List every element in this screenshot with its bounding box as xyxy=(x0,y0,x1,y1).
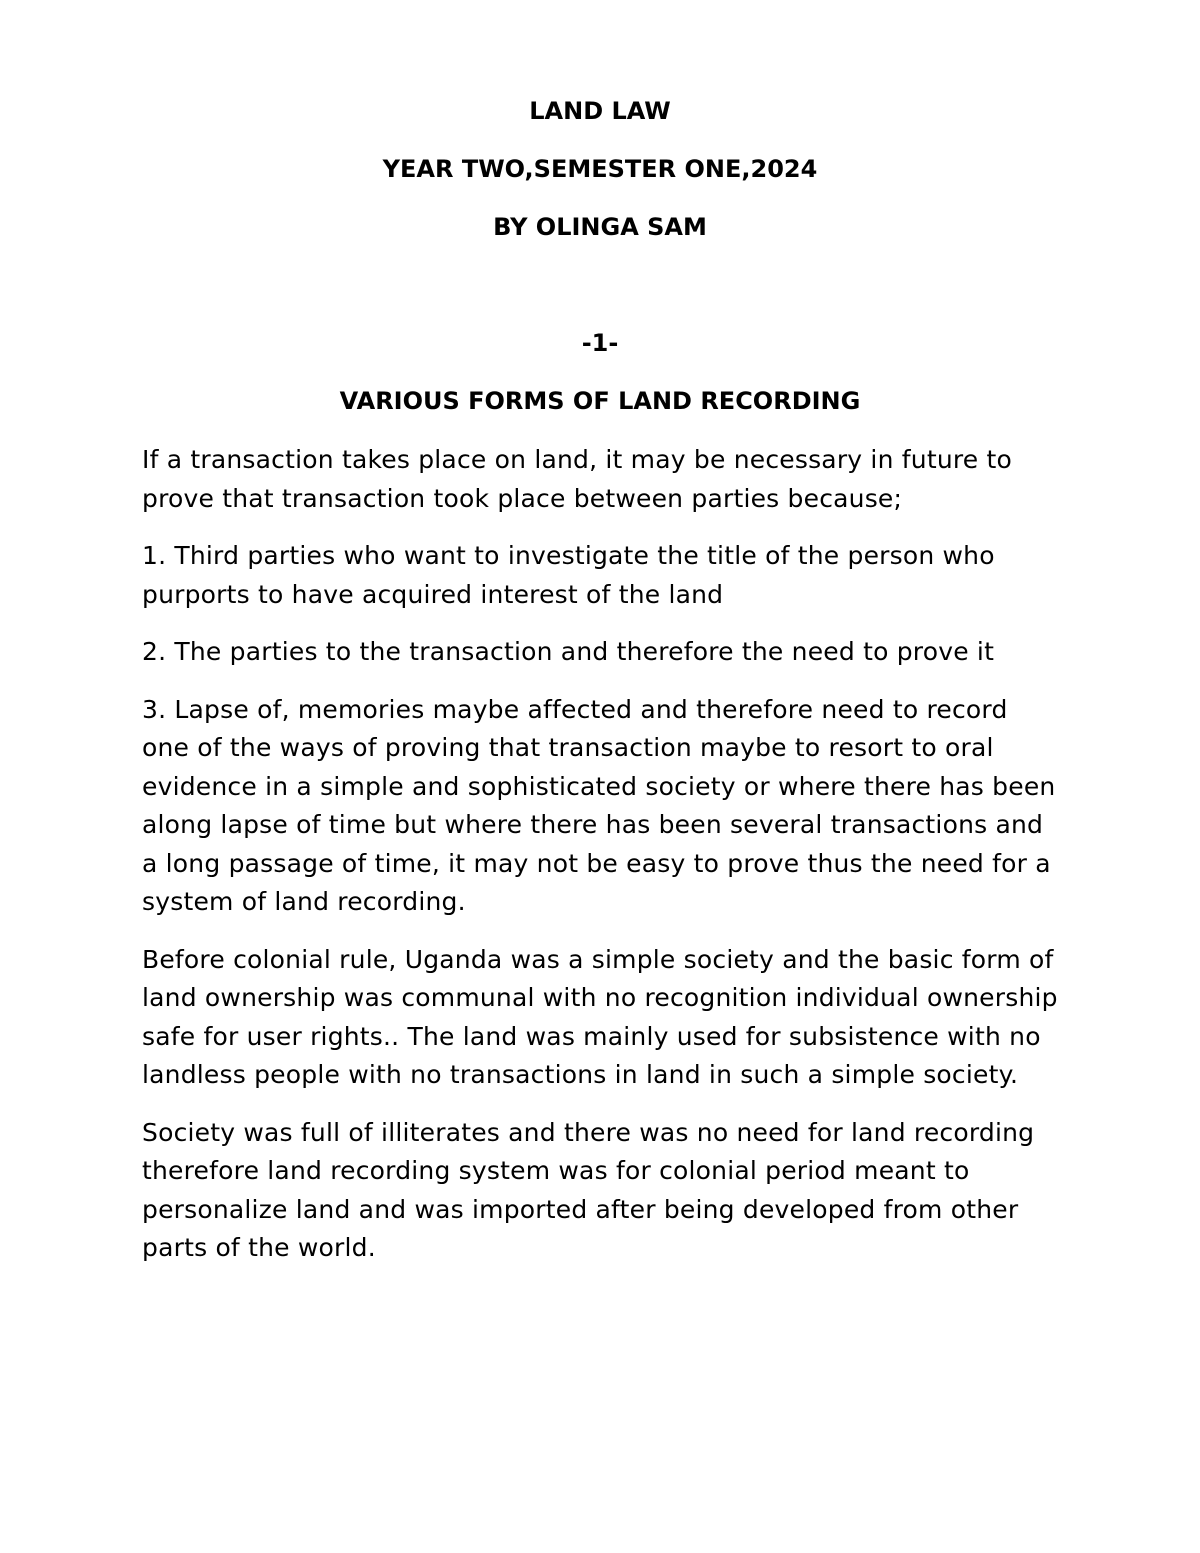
document-body xyxy=(142,441,1062,1287)
section-heading: VARIOUS FORMS OF LAND RECORDING xyxy=(339,387,861,415)
paragraph-point-2: 2. The parties to the transaction and therefore the need to prove it xyxy=(142,637,995,666)
paragraph-point-3: 3. Lapse of, memories maybe affected and therefore need to record one of the ways of proving that transaction maybe to resort to oral evidence in a simple and sophisticated society or where there has been along lapse of time but where there has been several transactions and a long passage of time, it may not be easy to prove thus the need for a system of land recording. xyxy=(142,694,1056,916)
paragraph-intro: If a transaction takes place on land, it may be necessary in future to prove that transaction took place between parties because; xyxy=(142,445,1013,513)
paragraph-society: Society was full of illiterates and there was no need for land recording therefore land recording system was for colonial period meant to personalize land and was imported after being developed from other parts of the world. xyxy=(142,1117,1035,1262)
paragraph-point-1: 1. Third parties who want to investigate the title of the person who purports to have acquired interest of the land xyxy=(142,541,995,609)
document-author: BY OLINGA SAM xyxy=(493,213,707,241)
document-title: LAND LAW xyxy=(529,97,671,125)
paragraph-colonial-rule: Before colonial rule, Uganda was a simple society and the basic form of land ownership was communal with no recognition individual ownership safe for user rights.. The land was mainly used for subsistence with no landless people with no transactions in land in such a simple society. xyxy=(142,944,1058,1089)
document-year-semester: YEAR TWO,SEMESTER ONE,2024 xyxy=(382,155,818,183)
page-number: -1- xyxy=(581,329,619,357)
